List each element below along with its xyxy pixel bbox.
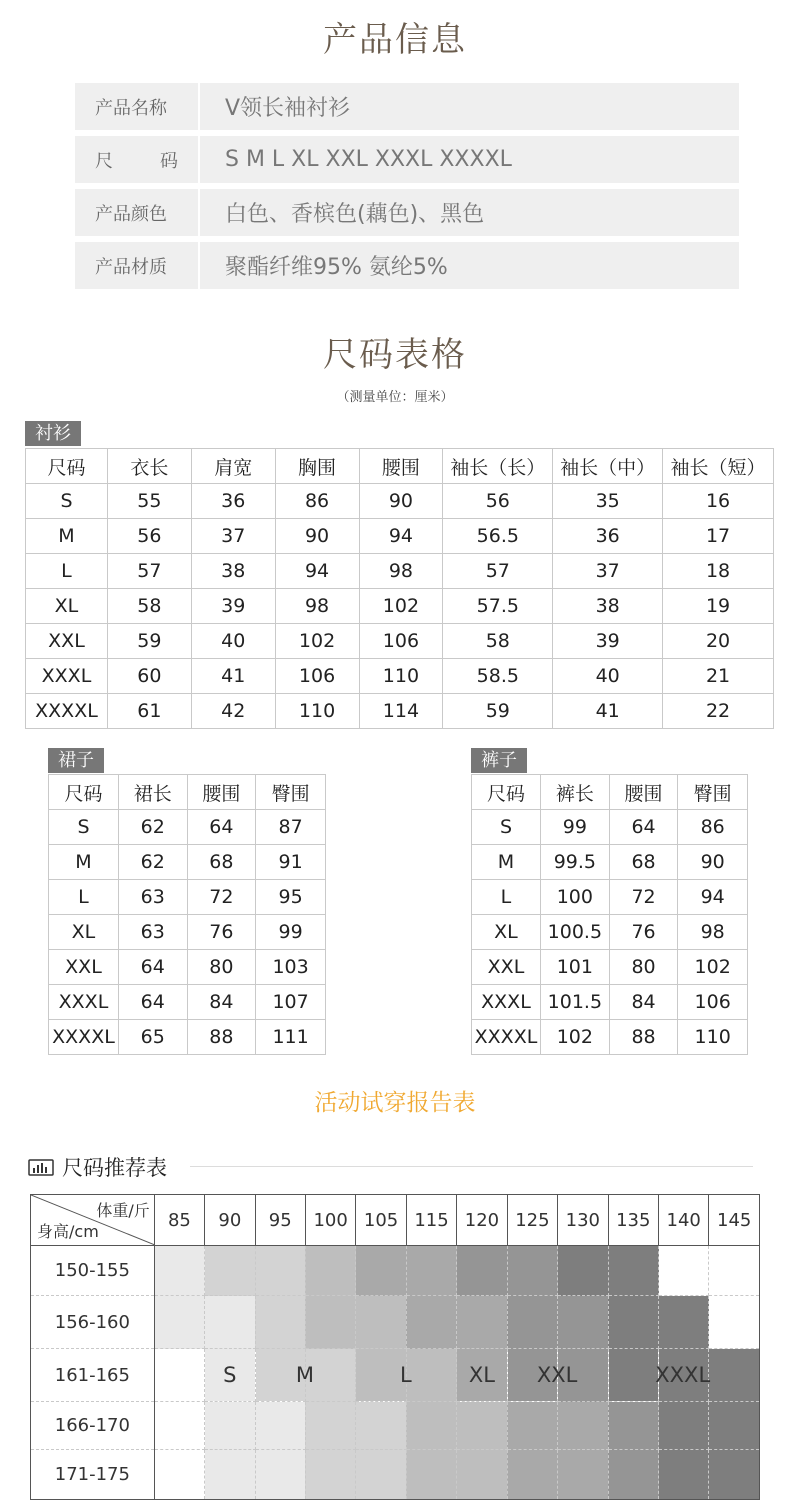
product-info-table bbox=[75, 83, 739, 295]
header-cell: 臀围 bbox=[678, 775, 748, 810]
table-cell: 110 bbox=[678, 1020, 748, 1055]
table-row bbox=[31, 1402, 760, 1450]
header-cell: 裤长 bbox=[540, 775, 609, 810]
weight-header-cell: 100 bbox=[305, 1195, 355, 1246]
table-cell: 57 bbox=[107, 554, 191, 589]
table-row bbox=[26, 659, 774, 694]
table-row bbox=[31, 1296, 760, 1349]
size-cell bbox=[507, 1296, 557, 1349]
size-cell bbox=[709, 1450, 760, 1500]
table-cell: 37 bbox=[191, 519, 275, 554]
size-cell bbox=[709, 1246, 760, 1296]
table-cell: 41 bbox=[191, 659, 275, 694]
height-label-cell: 150-155 bbox=[31, 1246, 155, 1296]
size-cell bbox=[608, 1450, 658, 1500]
table-cell: 60 bbox=[107, 659, 191, 694]
table-cell: 98 bbox=[678, 915, 748, 950]
table-cell: 72 bbox=[609, 880, 678, 915]
size-cell bbox=[305, 1246, 355, 1296]
size-cell bbox=[205, 1450, 255, 1500]
size-cell bbox=[356, 1349, 412, 1402]
header-cell: 袖长（长） bbox=[443, 449, 553, 484]
weight-header-cell: 145 bbox=[709, 1195, 760, 1246]
table-cell: 86 bbox=[275, 484, 359, 519]
table-cell: 99 bbox=[256, 915, 326, 950]
size-cell bbox=[154, 1349, 204, 1402]
height-label-cell: 166-170 bbox=[31, 1402, 155, 1450]
table-cell: S bbox=[472, 810, 541, 845]
size-cell bbox=[457, 1296, 507, 1349]
header-cell: 裙长 bbox=[118, 775, 187, 810]
weight-header-cell: 90 bbox=[205, 1195, 255, 1246]
table-cell: 102 bbox=[678, 950, 748, 985]
weight-header-cell: 130 bbox=[558, 1195, 608, 1246]
chart-icon bbox=[28, 1159, 54, 1176]
table-cell: 64 bbox=[609, 810, 678, 845]
size-cell bbox=[255, 1402, 305, 1450]
table-row bbox=[26, 694, 774, 729]
table-cell: 80 bbox=[187, 950, 256, 985]
size-cell bbox=[457, 1246, 507, 1296]
table-row bbox=[49, 950, 326, 985]
recommend-title: 尺码推荐表 bbox=[62, 1156, 167, 1180]
table-cell: XXL bbox=[26, 624, 108, 659]
header-cell: 袖长（中） bbox=[553, 449, 663, 484]
size-cell bbox=[305, 1296, 355, 1349]
table-cell: 42 bbox=[191, 694, 275, 729]
table-cell: 36 bbox=[191, 484, 275, 519]
table-cell: 107 bbox=[256, 985, 326, 1020]
info-value: 白色、香槟色(藕色)、黑色 bbox=[225, 202, 485, 227]
table-cell: 101.5 bbox=[540, 985, 609, 1020]
table-row bbox=[26, 484, 774, 519]
info-label-part: 码 bbox=[160, 150, 178, 172]
table-cell: 18 bbox=[663, 554, 774, 589]
table-cell: S bbox=[49, 810, 119, 845]
header-cell: 尺码 bbox=[26, 449, 108, 484]
table-cell: 63 bbox=[118, 915, 187, 950]
table-cell: 72 bbox=[187, 880, 256, 915]
table-cell: 41 bbox=[553, 694, 663, 729]
table-cell: XXXL bbox=[26, 659, 108, 694]
info-label: 产品材质 bbox=[75, 242, 200, 289]
table-cell: 101 bbox=[540, 950, 609, 985]
size-cell bbox=[305, 1402, 355, 1450]
table-cell: 88 bbox=[609, 1020, 678, 1055]
weight-header-cell: 125 bbox=[507, 1195, 557, 1246]
table-cell: XXXXL bbox=[472, 1020, 541, 1055]
weight-header-cell: 135 bbox=[608, 1195, 658, 1246]
table-cell: 103 bbox=[256, 950, 326, 985]
table-row bbox=[31, 1450, 760, 1500]
size-cell bbox=[154, 1246, 204, 1296]
corner-height-label: 身高/cm bbox=[37, 1222, 99, 1241]
table-cell: 56 bbox=[443, 484, 553, 519]
size-cell bbox=[558, 1450, 608, 1500]
table-cell: 38 bbox=[191, 554, 275, 589]
table-cell: 61 bbox=[107, 694, 191, 729]
table-cell: XXL bbox=[49, 950, 119, 985]
table-cell: 106 bbox=[275, 659, 359, 694]
table-cell: 62 bbox=[118, 810, 187, 845]
pants-size-table bbox=[471, 774, 748, 1055]
table-cell: 100 bbox=[540, 880, 609, 915]
table-cell: 64 bbox=[118, 985, 187, 1020]
table-cell: XXXL bbox=[49, 985, 119, 1020]
info-row-name bbox=[75, 83, 739, 130]
divider bbox=[190, 1166, 753, 1167]
weight-header-cell: 140 bbox=[659, 1195, 709, 1246]
size-cell bbox=[659, 1296, 709, 1349]
header-cell: 衣长 bbox=[107, 449, 191, 484]
size-cell bbox=[507, 1246, 557, 1296]
size-cell bbox=[659, 1402, 709, 1450]
table-row bbox=[472, 1020, 748, 1055]
size-cell bbox=[154, 1450, 204, 1500]
size-cell bbox=[255, 1349, 314, 1402]
table-cell: 90 bbox=[275, 519, 359, 554]
table-cell: 19 bbox=[663, 589, 774, 624]
info-title: 产品信息 bbox=[323, 20, 467, 60]
table-cell: XL bbox=[49, 915, 119, 950]
size-cell bbox=[457, 1450, 507, 1500]
table-row bbox=[472, 915, 748, 950]
size-cell bbox=[659, 1246, 709, 1296]
info-label bbox=[75, 136, 200, 183]
skirt-size-table bbox=[48, 774, 326, 1055]
table-cell: 57.5 bbox=[443, 589, 553, 624]
size-label: XL bbox=[468, 1363, 496, 1387]
table-cell: 59 bbox=[107, 624, 191, 659]
table-cell: 58 bbox=[443, 624, 553, 659]
corner-cell bbox=[31, 1195, 155, 1246]
unit-note: （测量单位：厘米） bbox=[336, 390, 454, 405]
table-cell: 100.5 bbox=[540, 915, 609, 950]
size-cell bbox=[305, 1450, 355, 1500]
size-cell bbox=[406, 1296, 456, 1349]
header-cell: 袖长（短） bbox=[663, 449, 774, 484]
table-cell: 56.5 bbox=[443, 519, 553, 554]
skirt-tag: 裙子 bbox=[48, 748, 104, 773]
info-row-size bbox=[75, 136, 739, 183]
table-cell: 110 bbox=[275, 694, 359, 729]
weight-header-cell: 95 bbox=[255, 1195, 305, 1246]
table-cell: 90 bbox=[678, 845, 748, 880]
size-cell bbox=[659, 1450, 709, 1500]
table-cell: 37 bbox=[553, 554, 663, 589]
info-value: V领长袖衬衫 bbox=[225, 96, 351, 121]
table-row bbox=[31, 1349, 760, 1402]
table-cell: 68 bbox=[187, 845, 256, 880]
weight-header-cell: 85 bbox=[154, 1195, 204, 1246]
header-cell: 腰围 bbox=[609, 775, 678, 810]
table-cell: 110 bbox=[359, 659, 443, 694]
size-cell bbox=[356, 1296, 406, 1349]
height-label-cell: 156-160 bbox=[31, 1296, 155, 1349]
corner-weight-label: 体重/斤 bbox=[96, 1201, 150, 1220]
table-cell: XXL bbox=[472, 950, 541, 985]
table-cell: 20 bbox=[663, 624, 774, 659]
table-cell: 95 bbox=[256, 880, 326, 915]
table-cell: L bbox=[26, 554, 108, 589]
info-row-color bbox=[75, 189, 739, 236]
size-cell bbox=[406, 1402, 456, 1450]
table-cell: 86 bbox=[678, 810, 748, 845]
table-cell: 90 bbox=[359, 484, 443, 519]
table-cell: 64 bbox=[118, 950, 187, 985]
table-cell: 17 bbox=[663, 519, 774, 554]
table-cell: 63 bbox=[118, 880, 187, 915]
table-cell: XL bbox=[26, 589, 108, 624]
table-cell: 84 bbox=[187, 985, 256, 1020]
size-chart-title: 尺码表格 bbox=[323, 335, 467, 375]
shirt-size-table bbox=[25, 448, 774, 729]
table-cell: L bbox=[472, 880, 541, 915]
table-cell: 57 bbox=[443, 554, 553, 589]
trial-report-link[interactable]: 活动试穿报告表 bbox=[314, 1090, 476, 1116]
size-cell bbox=[608, 1402, 658, 1450]
table-row bbox=[31, 1246, 760, 1296]
header-cell: 尺码 bbox=[49, 775, 119, 810]
table-cell: M bbox=[49, 845, 119, 880]
table-cell: 99 bbox=[540, 810, 609, 845]
table-row bbox=[49, 915, 326, 950]
table-cell: 94 bbox=[359, 519, 443, 554]
table-cell: 114 bbox=[359, 694, 443, 729]
table-cell: 55 bbox=[107, 484, 191, 519]
size-label: XXL bbox=[536, 1363, 578, 1387]
header-cell: 腰围 bbox=[359, 449, 443, 484]
size-cell bbox=[558, 1296, 608, 1349]
table-cell: 58 bbox=[107, 589, 191, 624]
table-cell: 102 bbox=[540, 1020, 609, 1055]
size-cell bbox=[558, 1402, 608, 1450]
table-cell: XXXXL bbox=[49, 1020, 119, 1055]
info-value: 聚酯纤维95% 氨纶5% bbox=[225, 255, 448, 280]
size-cell bbox=[608, 1349, 711, 1402]
table-cell: 84 bbox=[609, 985, 678, 1020]
size-cell bbox=[406, 1246, 456, 1296]
size-cell bbox=[406, 1450, 456, 1500]
height-label-cell: 171-175 bbox=[31, 1450, 155, 1500]
table-cell: 88 bbox=[187, 1020, 256, 1055]
table-cell: 98 bbox=[275, 589, 359, 624]
size-cell bbox=[608, 1246, 658, 1296]
size-cell bbox=[457, 1402, 507, 1450]
size-cell bbox=[457, 1349, 507, 1402]
info-value: S M L XL XXL XXXL XXXXL bbox=[225, 147, 512, 172]
table-cell: 35 bbox=[553, 484, 663, 519]
table-cell: 87 bbox=[256, 810, 326, 845]
header-cell: 肩宽 bbox=[191, 449, 275, 484]
table-cell: 40 bbox=[553, 659, 663, 694]
table-row bbox=[26, 554, 774, 589]
info-label-part: 尺 bbox=[95, 150, 113, 172]
weight-header-cell: 115 bbox=[406, 1195, 456, 1246]
size-cell bbox=[154, 1402, 204, 1450]
table-cell: 106 bbox=[678, 985, 748, 1020]
table-cell: 40 bbox=[191, 624, 275, 659]
table-cell: 99.5 bbox=[540, 845, 609, 880]
info-row-material bbox=[75, 242, 739, 289]
table-header-row bbox=[31, 1195, 760, 1246]
table-cell: 98 bbox=[359, 554, 443, 589]
table-cell: 59 bbox=[443, 694, 553, 729]
size-cell bbox=[205, 1349, 255, 1402]
table-cell: 64 bbox=[187, 810, 256, 845]
table-cell: 65 bbox=[118, 1020, 187, 1055]
table-header-row bbox=[472, 775, 748, 810]
table-row bbox=[49, 810, 326, 845]
table-cell: XXXL bbox=[472, 985, 541, 1020]
table-cell: 91 bbox=[256, 845, 326, 880]
table-row bbox=[472, 810, 748, 845]
size-cell bbox=[255, 1296, 305, 1349]
table-row bbox=[26, 589, 774, 624]
table-header-row bbox=[26, 449, 774, 484]
shirt-tag: 衬衫 bbox=[25, 421, 81, 446]
size-cell bbox=[406, 1349, 456, 1402]
size-cell bbox=[356, 1450, 406, 1500]
height-label-cell: 161-165 bbox=[31, 1349, 155, 1402]
table-cell: 94 bbox=[678, 880, 748, 915]
size-label: XXXL bbox=[655, 1363, 711, 1387]
table-cell: 16 bbox=[663, 484, 774, 519]
table-cell: 62 bbox=[118, 845, 187, 880]
table-row bbox=[49, 880, 326, 915]
table-row bbox=[49, 1020, 326, 1055]
table-cell: 22 bbox=[663, 694, 774, 729]
header-cell: 胸围 bbox=[275, 449, 359, 484]
table-cell: XXXXL bbox=[26, 694, 108, 729]
size-cell bbox=[255, 1246, 305, 1296]
table-cell: M bbox=[26, 519, 108, 554]
table-row bbox=[472, 985, 748, 1020]
table-row bbox=[472, 845, 748, 880]
table-cell: 58.5 bbox=[443, 659, 553, 694]
size-cell bbox=[507, 1450, 557, 1500]
recommend-header bbox=[28, 1152, 167, 1182]
size-cell bbox=[356, 1246, 406, 1296]
table-cell: 106 bbox=[359, 624, 443, 659]
size-cell bbox=[205, 1402, 255, 1450]
table-cell: 94 bbox=[275, 554, 359, 589]
size-cell bbox=[558, 1246, 608, 1296]
table-row bbox=[26, 519, 774, 554]
size-cell bbox=[709, 1296, 760, 1349]
pants-tag: 裤子 bbox=[471, 748, 527, 773]
table-cell: L bbox=[49, 880, 119, 915]
table-row bbox=[472, 880, 748, 915]
size-recommend-table bbox=[30, 1194, 760, 1500]
size-cell bbox=[356, 1402, 406, 1450]
table-cell: 56 bbox=[107, 519, 191, 554]
size-cell bbox=[255, 1450, 305, 1500]
table-cell: 76 bbox=[609, 915, 678, 950]
header-cell: 臀围 bbox=[256, 775, 326, 810]
size-cell bbox=[154, 1296, 204, 1349]
size-cell bbox=[205, 1296, 255, 1349]
size-cell bbox=[709, 1402, 760, 1450]
table-cell: 38 bbox=[553, 589, 663, 624]
table-row bbox=[472, 950, 748, 985]
table-row bbox=[49, 845, 326, 880]
table-cell: 102 bbox=[275, 624, 359, 659]
table-cell: 76 bbox=[187, 915, 256, 950]
table-cell: 39 bbox=[191, 589, 275, 624]
table-cell: 21 bbox=[663, 659, 774, 694]
table-cell: 36 bbox=[553, 519, 663, 554]
size-cell bbox=[507, 1402, 557, 1450]
weight-header-cell: 105 bbox=[356, 1195, 406, 1246]
header-cell: 腰围 bbox=[187, 775, 256, 810]
size-label: L bbox=[399, 1363, 412, 1387]
table-cell: 80 bbox=[609, 950, 678, 985]
size-cell bbox=[608, 1296, 658, 1349]
weight-header-cell: 120 bbox=[457, 1195, 507, 1246]
info-label: 产品颜色 bbox=[75, 189, 200, 236]
table-header-row bbox=[49, 775, 326, 810]
table-cell: S bbox=[26, 484, 108, 519]
size-cell bbox=[709, 1349, 760, 1402]
size-label: M bbox=[295, 1363, 314, 1387]
table-cell: XL bbox=[472, 915, 541, 950]
table-cell: 111 bbox=[256, 1020, 326, 1055]
table-cell: 68 bbox=[609, 845, 678, 880]
table-row bbox=[49, 985, 326, 1020]
size-label: S bbox=[223, 1363, 237, 1387]
table-row bbox=[26, 624, 774, 659]
size-cell bbox=[507, 1349, 578, 1402]
table-cell: M bbox=[472, 845, 541, 880]
table-cell: 102 bbox=[359, 589, 443, 624]
size-cell bbox=[205, 1246, 255, 1296]
table-cell: 39 bbox=[553, 624, 663, 659]
header-cell: 尺码 bbox=[472, 775, 541, 810]
info-label: 产品名称 bbox=[75, 83, 200, 130]
